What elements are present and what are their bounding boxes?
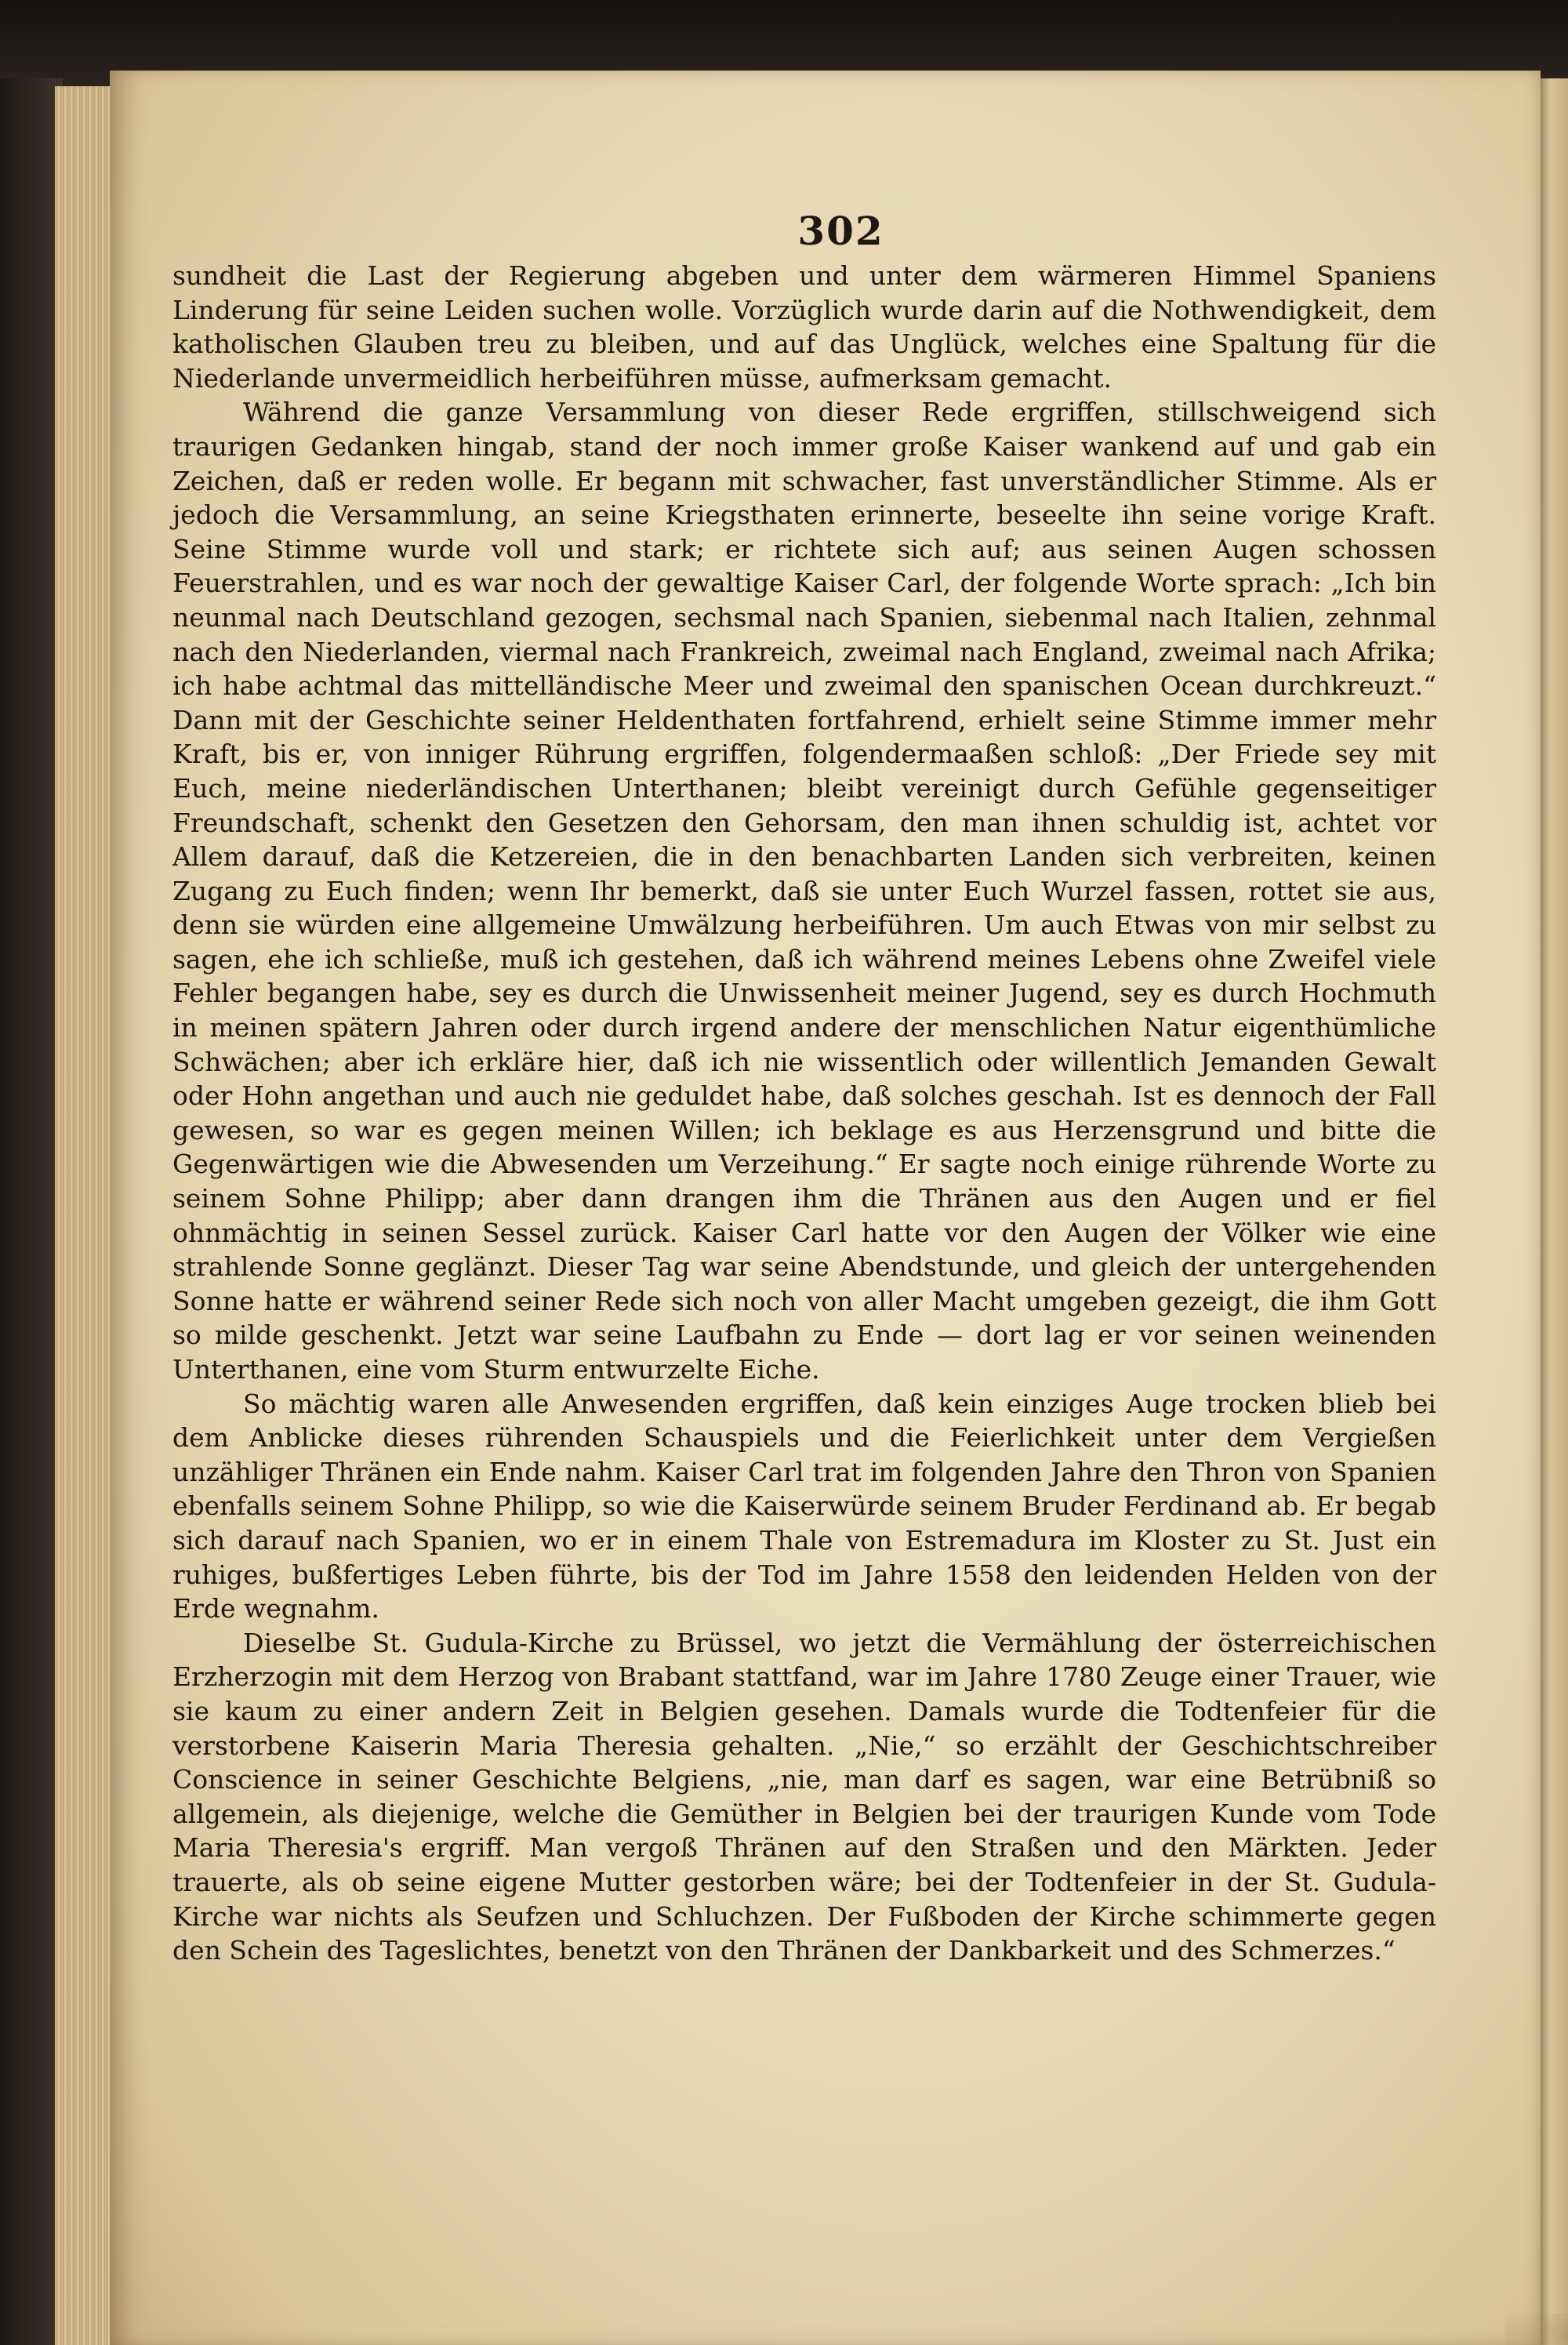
page-stack-edge — [55, 86, 118, 2345]
book-spine-shadow — [0, 78, 63, 2345]
body-text — [172, 259, 1436, 1968]
paragraph-2: Während die ganze Versammlung von dieser Rede ergriffen, stillschweigend sich traurigen Gedanken hingab, stand der noch immer große Kaiser wankend auf und gab ein Zeichen, daß er reden wolle. Er begann mit schwacher, fast unverständlicher Stimme. Als er jedoch die Versammlung, an seine Kriegsthaten erinnerte, beseelte ihn seine vorige Kraft. Seine Stimme wurde voll und stark; er richtete sich auf; aus seinen Augen schossen Feuerstrahlen, und es war noch der gewaltige Kaiser Carl, der folgende Worte sprach: „Ich bin neunmal nach Deutschland gezogen, sechsmal nach Spanien, siebenmal nach Italien, zehnmal nach den Niederlanden, viermal nach Frankreich, zweimal nach England, zweimal nach Afrika; ich habe achtmal das mittelländische Meer und zweimal den spanischen Ocean durchkreuzt.“ Dann mit der Geschichte seiner Heldenthaten fortfahrend, erhielt seine Stimme immer mehr Kraft, bis er, von inniger Rührung ergriffen, folgendermaaßen schloß: „Der Friede sey mit Euch, meine niederländischen Unterthanen; bleibt vereinigt durch Gefühle gegenseitiger Freundschaft, schenkt den Gesetzen den Gehorsam, den man ihnen schuldig ist, achtet vor Allem darauf, daß die Ketzereien, die in den benachbarten Landen sich verbreiten, keinen Zugang zu Euch finden; wenn Ihr bemerkt, daß sie unter Euch Wurzel fassen, rottet sie aus, denn sie würden eine allgemeine Umwälzung herbeiführen. Um auch Etwas von mir selbst zu sagen, ehe ich schließe, muß ich gestehen, daß ich während meines Lebens ohne Zweifel viele Fehler begangen habe, sey es durch die Unwissenheit meiner Jugend, sey es durch Hochmuth in meinen spätern Jahren oder durch irgend andere der menschlichen Natur eigenthümliche Schwächen; aber ich erkläre hier, daß ich nie wissentlich oder willentlich Jemanden Gewalt oder Hohn angethan und auch nie geduldet habe, daß solches geschah. Ist es dennoch der Fall gewesen, so war es gegen meinen Willen; ich beklage es aus Herzensgrund und bitte die Gegenwärtigen wie die Abwesenden um Verzeihung.“ Er sagte noch einige rührende Worte zu seinem Sohne Philipp; aber dann drangen ihm die Thränen aus den Augen und er fiel ohnmächtig in seinen Sessel zurück. Kaiser Carl hatte vor den Augen der Völker wie eine strahlende Sonne geglänzt. Dieser Tag war seine Abendstunde, und gleich der untergehenden Sonne hatte er während seiner Rede sich noch von aller Macht umgeben gezeigt, die ihm Gott so milde geschenkt. Jetzt war seine Laufbahn zu Ende — dort lag er vor seinen weinenden Unterthanen, eine vom Sturm entwurzelte Eiche. — [172, 397, 1436, 1385]
paper-stain — [1505, 2313, 1568, 2345]
paragraph-4: Dieselbe St. Gudula-Kirche zu Brüssel, wo jetzt die Vermählung der österreichischen Erzherzogin mit dem Herzog von Brabant stattfand, war im Jahre 1780 Zeuge einer Trauer, wie sie kaum zu einer andern Zeit in Belgien gesehen. Damals wurde die Todtenfeier für die verstorbene Kaiserin Maria Theresia gehalten. „Nie,“ so erzählt der Geschichtschreiber Conscience in seiner Geschichte Belgiens, „nie, man darf es sagen, war eine Betrübniß so allgemein, als diejenige, welche die Gemüther in Belgien bei der traurigen Kunde vom Tode Maria Theresia's ergriff. Man vergoß Thränen auf den Straßen und den Märkten. Jeder trauerte, als ob seine eigene Mutter gestorben wäre; bei der Todtenfeier in der St. Gudula-Kirche war nichts als Seufzen und Schluchzen. Der Fußboden der Kirche schimmerte gegen den Schein des Tageslichtes, benetzt von den Thränen der Dankbarkeit und des Schmerzes.“ — [172, 1627, 1436, 1966]
facing-page-edge — [1538, 78, 1568, 2345]
paragraph-3: So mächtig waren alle Anwesenden ergriffen, daß kein einziges Auge trocken blieb bei dem Anblicke dieses rührenden Schauspiels und die Feierlichkeit unter dem Vergießen unzähliger Thränen ein Ende nahm. Kaiser Carl trat im folgenden Jahre den Thron von Spanien ebenfalls seinem Sohne Philipp, so wie die Kaiserwürde seinem Bruder Ferdinand ab. Er begab sich darauf nach Spanien, wo er in einem Thale von Estremadura im Kloster zu St. Just ein ruhiges, bußfertiges Leben führte, bis der Tod im Jahre 1558 den leidenden Helden von der Erde wegnahm. — [172, 1388, 1436, 1624]
paragraph-1: sundheit die Last der Regierung abgeben und unter dem wärmeren Himmel Spaniens Linderung für seine Leiden suchen wolle. Vorzüglich wurde darin auf die Nothwendigkeit, dem katholischen Glauben treu zu bleiben, und auf das Unglück, welches eine Spaltung für die Niederlande unvermeidlich herbeiführen müsse, aufmerksam gemacht. — [172, 260, 1436, 394]
page-number: 302 — [797, 208, 884, 254]
